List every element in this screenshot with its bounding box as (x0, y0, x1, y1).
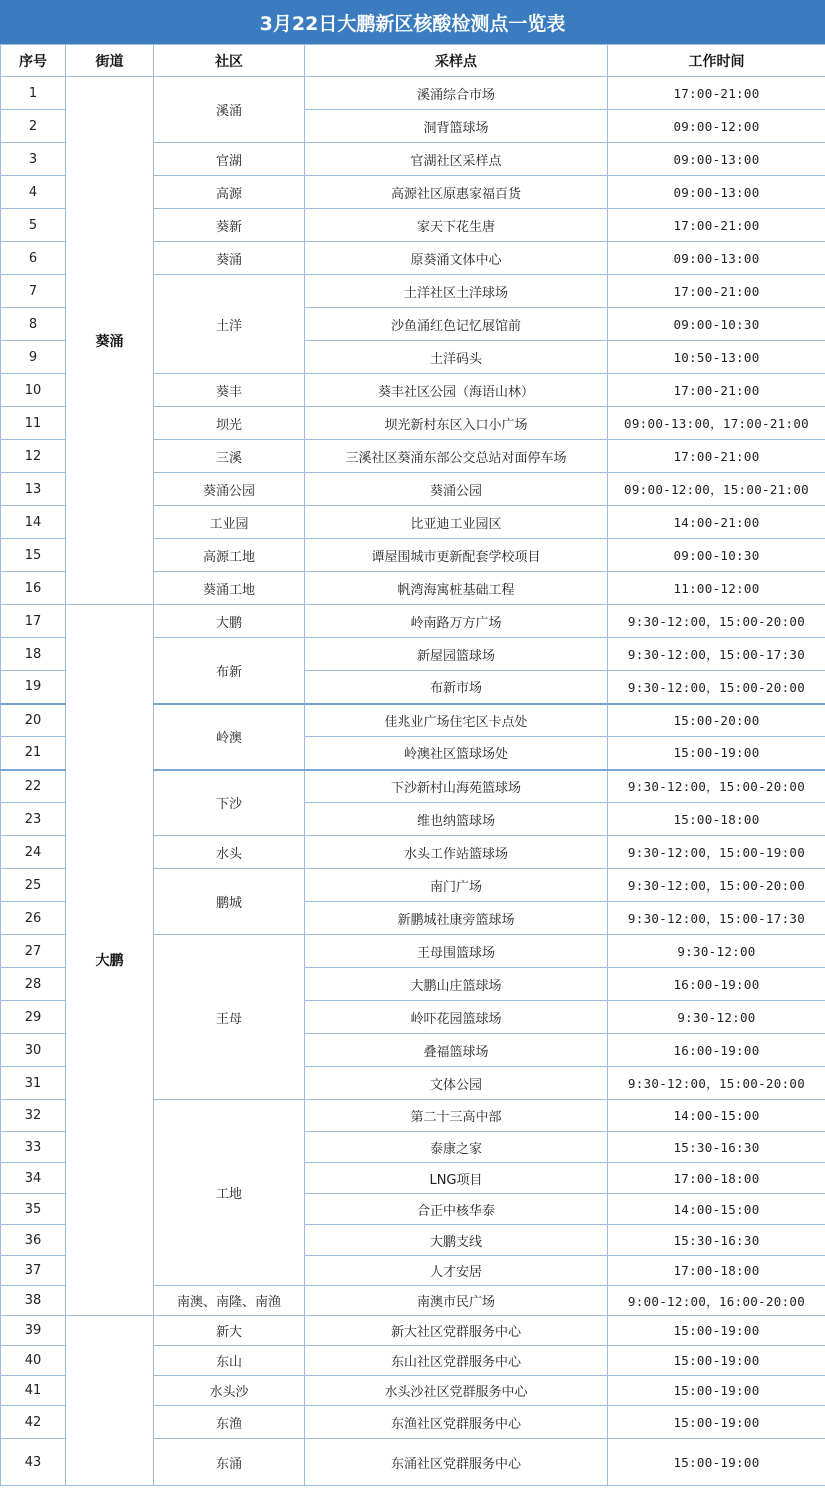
sampling-site-cell: 东渔社区党群服务中心 (305, 1406, 608, 1439)
row-index: 12 (1, 440, 66, 473)
row-index: 31 (1, 1067, 66, 1100)
row-index: 11 (1, 407, 66, 440)
row-index: 9 (1, 341, 66, 374)
row-index: 18 (1, 638, 66, 671)
sampling-site-cell: 王母围篮球场 (305, 935, 608, 968)
community-cell: 葵涌工地 (154, 572, 305, 605)
sampling-site-cell: 维也纳篮球场 (305, 803, 608, 836)
working-hours-cell: 9:30-12:00，15:00-19:00 (608, 836, 825, 869)
community-cell: 岭澳 (154, 704, 305, 770)
community-cell: 东山 (154, 1346, 305, 1376)
row-index: 28 (1, 968, 66, 1001)
community-cell: 东涌 (154, 1439, 305, 1486)
working-hours-cell: 09:00-10:30 (608, 539, 825, 572)
sampling-site-cell: 东山社区党群服务中心 (305, 1346, 608, 1376)
working-hours-cell: 10:50-13:00 (608, 341, 825, 374)
working-hours-cell: 09:00-10:30 (608, 308, 825, 341)
row-index: 3 (1, 143, 66, 176)
working-hours-cell: 14:00-15:00 (608, 1100, 825, 1132)
working-hours-cell: 9:30-12:00，15:00-17:30 (608, 902, 825, 935)
working-hours-cell: 15:00-20:00 (608, 704, 825, 737)
working-hours-cell: 9:30-12:00，15:00-20:00 (608, 1067, 825, 1100)
row-index: 14 (1, 506, 66, 539)
street-cell: 葵涌 (66, 77, 154, 605)
row-index: 38 (1, 1286, 66, 1316)
working-hours-cell: 9:30-12:00 (608, 1001, 825, 1034)
community-cell: 工业园 (154, 506, 305, 539)
sampling-site-cell: 合正中核华泰 (305, 1194, 608, 1225)
working-hours-cell: 9:30-12:00，15:00-20:00 (608, 671, 825, 704)
row-index: 17 (1, 605, 66, 638)
working-hours-cell: 9:00-12:00，16:00-20:00 (608, 1286, 825, 1316)
community-cell: 官湖 (154, 143, 305, 176)
working-hours-cell: 17:00-21:00 (608, 374, 825, 407)
sampling-site-cell: 第二十三高中部 (305, 1100, 608, 1132)
sampling-site-cell: 葵涌公园 (305, 473, 608, 506)
sampling-site-cell: 沙鱼涌红色记忆展馆前 (305, 308, 608, 341)
sampling-site-cell: 下沙新村山海苑篮球场 (305, 770, 608, 803)
sampling-site-cell: 泰康之家 (305, 1132, 608, 1163)
working-hours-cell: 17:00-18:00 (608, 1256, 825, 1286)
sampling-site-cell: 文体公园 (305, 1067, 608, 1100)
row-index: 29 (1, 1001, 66, 1034)
working-hours-cell: 17:00-21:00 (608, 275, 825, 308)
sampling-site-cell: 比亚迪工业园区 (305, 506, 608, 539)
row-index: 30 (1, 1034, 66, 1067)
working-hours-cell: 16:00-19:00 (608, 1034, 825, 1067)
sampling-site-cell: 坝光新村东区入口小广场 (305, 407, 608, 440)
sampling-site-cell: 佳兆业广场住宅区卡点处 (305, 704, 608, 737)
row-index: 34 (1, 1163, 66, 1194)
sampling-site-cell: 原葵涌文体中心 (305, 242, 608, 275)
row-index: 16 (1, 572, 66, 605)
sampling-site-cell: 人才安居 (305, 1256, 608, 1286)
sampling-site-cell: 岭吓花园篮球场 (305, 1001, 608, 1034)
row-index: 43 (1, 1439, 66, 1486)
sampling-site-cell: 高源社区原惠家福百货 (305, 176, 608, 209)
sampling-site-cell: 布新市场 (305, 671, 608, 704)
working-hours-cell: 15:00-18:00 (608, 803, 825, 836)
working-hours-cell: 14:00-15:00 (608, 1194, 825, 1225)
table-body (1, 77, 825, 1486)
row-index: 1 (1, 77, 66, 110)
row-index: 39 (1, 1316, 66, 1346)
row-index: 4 (1, 176, 66, 209)
sampling-site-cell: LNG项目 (305, 1163, 608, 1194)
row-index: 5 (1, 209, 66, 242)
working-hours-cell: 9:30-12:00，15:00-17:30 (608, 638, 825, 671)
working-hours-cell: 17:00-21:00 (608, 209, 825, 242)
working-hours-cell: 15:00-19:00 (608, 1439, 825, 1486)
community-cell: 葵丰 (154, 374, 305, 407)
row-index: 33 (1, 1132, 66, 1163)
row-index: 15 (1, 539, 66, 572)
sampling-site-cell: 南门广场 (305, 869, 608, 902)
working-hours-cell: 17:00-21:00 (608, 77, 825, 110)
working-hours-cell: 09:00-13:00，17:00-21:00 (608, 407, 825, 440)
community-cell: 工地 (154, 1100, 305, 1286)
sampling-site-cell: 新屋园篮球场 (305, 638, 608, 671)
sampling-site-cell: 三溪社区葵涌东部公交总站对面停车场 (305, 440, 608, 473)
row-index: 37 (1, 1256, 66, 1286)
working-hours-cell: 11:00-12:00 (608, 572, 825, 605)
sampling-site-cell: 洞背篮球场 (305, 110, 608, 143)
community-cell: 东渔 (154, 1406, 305, 1439)
community-cell: 水头沙 (154, 1376, 305, 1406)
sampling-site-cell: 新鹏城社康旁篮球场 (305, 902, 608, 935)
community-cell: 坝光 (154, 407, 305, 440)
working-hours-cell: 15:00-19:00 (608, 1376, 825, 1406)
row-index: 10 (1, 374, 66, 407)
table-row (1, 77, 825, 110)
row-index: 13 (1, 473, 66, 506)
working-hours-cell: 9:30-12:00，15:00-20:00 (608, 605, 825, 638)
community-cell: 大鹏 (154, 605, 305, 638)
row-index: 26 (1, 902, 66, 935)
street-cell: 大鹏 (66, 605, 154, 1316)
community-cell: 土洋 (154, 275, 305, 374)
header-site: 采样点 (305, 45, 608, 77)
community-cell: 下沙 (154, 770, 305, 836)
sampling-site-cell: 大鹏支线 (305, 1225, 608, 1256)
table-row (1, 605, 825, 638)
sampling-site-cell: 南澳市民广场 (305, 1286, 608, 1316)
sampling-site-cell: 叠福篮球场 (305, 1034, 608, 1067)
sampling-site-cell: 水头沙社区党群服务中心 (305, 1376, 608, 1406)
row-index: 22 (1, 770, 66, 803)
testing-sites-table (0, 44, 825, 1486)
header-street: 街道 (66, 45, 154, 77)
sampling-site-cell: 土洋社区土洋球场 (305, 275, 608, 308)
header-community: 社区 (154, 45, 305, 77)
sampling-site-cell: 谭屋围城市更新配套学校项目 (305, 539, 608, 572)
sampling-site-cell: 土洋码头 (305, 341, 608, 374)
community-cell: 高源 (154, 176, 305, 209)
working-hours-cell: 9:30-12:00，15:00-20:00 (608, 770, 825, 803)
community-cell: 高源工地 (154, 539, 305, 572)
sampling-site-cell: 帆湾海寓桩基础工程 (305, 572, 608, 605)
working-hours-cell: 09:00-12:00 (608, 110, 825, 143)
sampling-site-cell: 官湖社区采样点 (305, 143, 608, 176)
working-hours-cell: 09:00-13:00 (608, 176, 825, 209)
working-hours-cell: 15:30-16:30 (608, 1225, 825, 1256)
working-hours-cell: 15:00-19:00 (608, 1316, 825, 1346)
row-index: 21 (1, 737, 66, 770)
community-cell: 鹏城 (154, 869, 305, 935)
working-hours-cell: 09:00-13:00 (608, 242, 825, 275)
working-hours-cell: 17:00-18:00 (608, 1163, 825, 1194)
working-hours-cell: 15:00-19:00 (608, 1346, 825, 1376)
row-index: 7 (1, 275, 66, 308)
community-cell: 新大 (154, 1316, 305, 1346)
sampling-site-cell: 大鹏山庄篮球场 (305, 968, 608, 1001)
community-cell: 葵新 (154, 209, 305, 242)
sampling-site-cell: 家天下花生唐 (305, 209, 608, 242)
header-hours: 工作时间 (608, 45, 825, 77)
working-hours-cell: 15:00-19:00 (608, 737, 825, 770)
row-index: 36 (1, 1225, 66, 1256)
row-index: 8 (1, 308, 66, 341)
row-index: 6 (1, 242, 66, 275)
table-title: 3月22日大鹏新区核酸检测点一览表 (0, 0, 825, 44)
row-index: 42 (1, 1406, 66, 1439)
row-index: 23 (1, 803, 66, 836)
sampling-site-cell: 溪涌综合市场 (305, 77, 608, 110)
row-index: 40 (1, 1346, 66, 1376)
header-row (1, 45, 825, 77)
row-index: 27 (1, 935, 66, 968)
row-index: 24 (1, 836, 66, 869)
working-hours-cell: 14:00-21:00 (608, 506, 825, 539)
row-index: 19 (1, 671, 66, 704)
community-cell: 布新 (154, 638, 305, 704)
working-hours-cell: 9:30-12:00 (608, 935, 825, 968)
community-cell: 溪涌 (154, 77, 305, 143)
working-hours-cell: 09:00-12:00，15:00-21:00 (608, 473, 825, 506)
working-hours-cell: 9:30-12:00，15:00-20:00 (608, 869, 825, 902)
community-cell: 葵涌公园 (154, 473, 305, 506)
row-index: 32 (1, 1100, 66, 1132)
community-cell: 水头 (154, 836, 305, 869)
community-cell: 王母 (154, 935, 305, 1100)
sampling-site-cell: 葵丰社区公园（海语山林） (305, 374, 608, 407)
working-hours-cell: 16:00-19:00 (608, 968, 825, 1001)
community-cell: 南澳、南隆、南渔 (154, 1286, 305, 1316)
working-hours-cell: 17:00-21:00 (608, 440, 825, 473)
working-hours-cell: 09:00-13:00 (608, 143, 825, 176)
row-index: 41 (1, 1376, 66, 1406)
row-index: 25 (1, 869, 66, 902)
sampling-site-cell: 岭澳社区篮球场处 (305, 737, 608, 770)
sampling-site-cell: 新大社区党群服务中心 (305, 1316, 608, 1346)
row-index: 2 (1, 110, 66, 143)
row-index: 20 (1, 704, 66, 737)
table-row (1, 1316, 825, 1346)
sampling-site-cell: 东涌社区党群服务中心 (305, 1439, 608, 1486)
sampling-site-cell: 岭南路万方广场 (305, 605, 608, 638)
working-hours-cell: 15:00-19:00 (608, 1406, 825, 1439)
row-index: 35 (1, 1194, 66, 1225)
street-cell (66, 1316, 154, 1486)
sampling-site-cell: 水头工作站篮球场 (305, 836, 608, 869)
community-cell: 葵涌 (154, 242, 305, 275)
community-cell: 三溪 (154, 440, 305, 473)
header-index: 序号 (1, 45, 66, 77)
working-hours-cell: 15:30-16:30 (608, 1132, 825, 1163)
